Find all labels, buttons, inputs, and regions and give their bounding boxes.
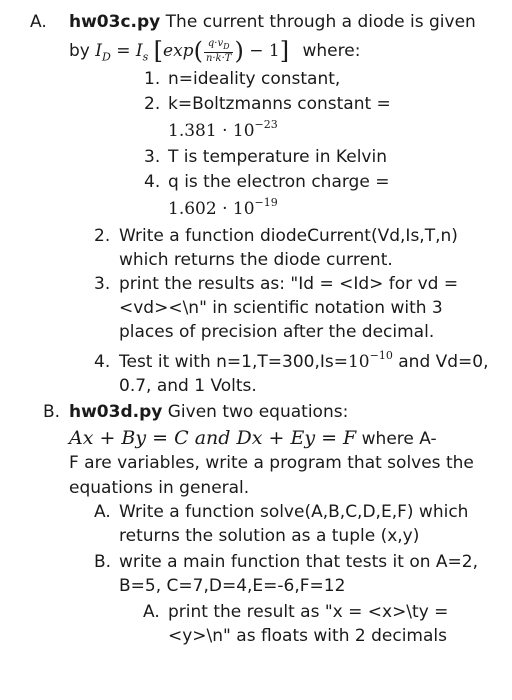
left-bracket: [ — [153, 37, 164, 65]
equation-by: by — [69, 41, 90, 61]
sub-sub-item-a-line-2: <y>\n" as floats with 2 decimals — [168, 626, 447, 646]
diode-equation — [69, 38, 360, 70]
sub-item-2-text: k=Boltzmanns constant = — [168, 94, 391, 114]
sub-item-3-marker: 3. — [144, 147, 161, 167]
section-b-line-2: F are variables, write a program that solves the — [69, 453, 474, 473]
section-a-marker: A. — [30, 12, 47, 32]
is-value: $10^{-10}$ — [347, 349, 393, 372]
electron-charge-value: $1.602 \cdot 10^{-19}$ — [168, 196, 278, 219]
sub-item-3-text: T is temperature in Kelvin — [168, 147, 387, 167]
eq-exp: exp — [163, 41, 194, 61]
eq-equals: = — [116, 41, 131, 61]
eq-id: $I_D$ — [95, 41, 111, 64]
section-b-heading — [69, 400, 348, 425]
section-b-filename: hw03d.py — [69, 402, 163, 422]
equation-where: where: — [302, 41, 361, 61]
fraction-numerator: $q\cdot v_D$ — [204, 38, 234, 53]
sub-item-b-a-marker: A. — [94, 502, 111, 522]
section-a-intro: The current through a diode is given — [165, 12, 476, 32]
sub-item-2-marker: 2. — [144, 94, 161, 114]
item-2-line-2: which returns the diode current. — [119, 250, 393, 270]
sub-item-4-marker: 4. — [144, 172, 161, 192]
section-b-line-3: equations in general. — [69, 478, 250, 498]
left-paren: ( — [193, 37, 203, 65]
linear-equations — [69, 426, 437, 452]
sub-item-1-marker: 1. — [144, 69, 161, 89]
eq-tail: − 1 — [249, 41, 280, 61]
sub-sub-item-a-line-1: print the result as "x = <x>\ty = — [168, 602, 449, 622]
sub-item-b-b-line-1: write a main function that tests it on A=2, — [119, 552, 478, 572]
item-4-line-2: 0.7, and 1 Volts. — [119, 376, 257, 396]
eq-fraction — [204, 38, 234, 64]
sub-item-b-b-marker: B. — [94, 552, 112, 572]
item-4-marker: 4. — [94, 352, 111, 372]
item-2-marker: 2. — [94, 226, 111, 246]
section-a-filename: hw03c.py — [69, 12, 161, 32]
equation-1: Ax + By = C — [69, 427, 189, 449]
equation-2: Dx + Ey = F — [236, 427, 357, 449]
item-3-line-3: places of precision after the decimal. — [119, 322, 435, 342]
fraction-denominator: n·k·T — [205, 53, 232, 64]
item-3-marker: 3. — [94, 274, 111, 294]
sub-sub-item-a-marker: A. — [143, 602, 160, 622]
right-paren: ) — [234, 37, 244, 65]
sub-item-1-text: n=ideality constant, — [168, 69, 341, 89]
eq-is: $I_s$ — [135, 41, 149, 64]
right-bracket: ] — [279, 37, 290, 65]
equation-and: and — [194, 427, 231, 449]
item-3-line-2: <vd><\n" in scientific notation with 3 — [119, 298, 443, 318]
sub-item-b-a-line-2: returns the solution as a tuple (x,y) — [119, 526, 420, 546]
section-b-marker: B. — [43, 402, 61, 422]
sub-item-b-a-line-1: Write a function solve(A,B,C,D,E,F) which — [119, 502, 469, 522]
section-a-heading — [69, 10, 476, 35]
sub-item-b-b-line-2: B=5, C=7,D=4,E=-6,F=12 — [119, 576, 346, 596]
item-3-line-1: print the results as: "Id = <Id> for vd = — [119, 274, 459, 294]
section-b-intro: Given two equations: — [167, 402, 349, 422]
item-2-line-1: Write a function diodeCurrent(Vd,Is,T,n) — [119, 226, 458, 246]
item-4-line-1: Test it with $n=1,T=300,Is=10^{-10}$ and Vd=0, — [119, 349, 489, 372]
boltzmann-value: $1.381 \cdot 10^{-23}$ — [168, 118, 278, 141]
equation-where-b: where A- — [356, 429, 437, 449]
sub-item-4-text: q is the electron charge = — [168, 172, 390, 192]
